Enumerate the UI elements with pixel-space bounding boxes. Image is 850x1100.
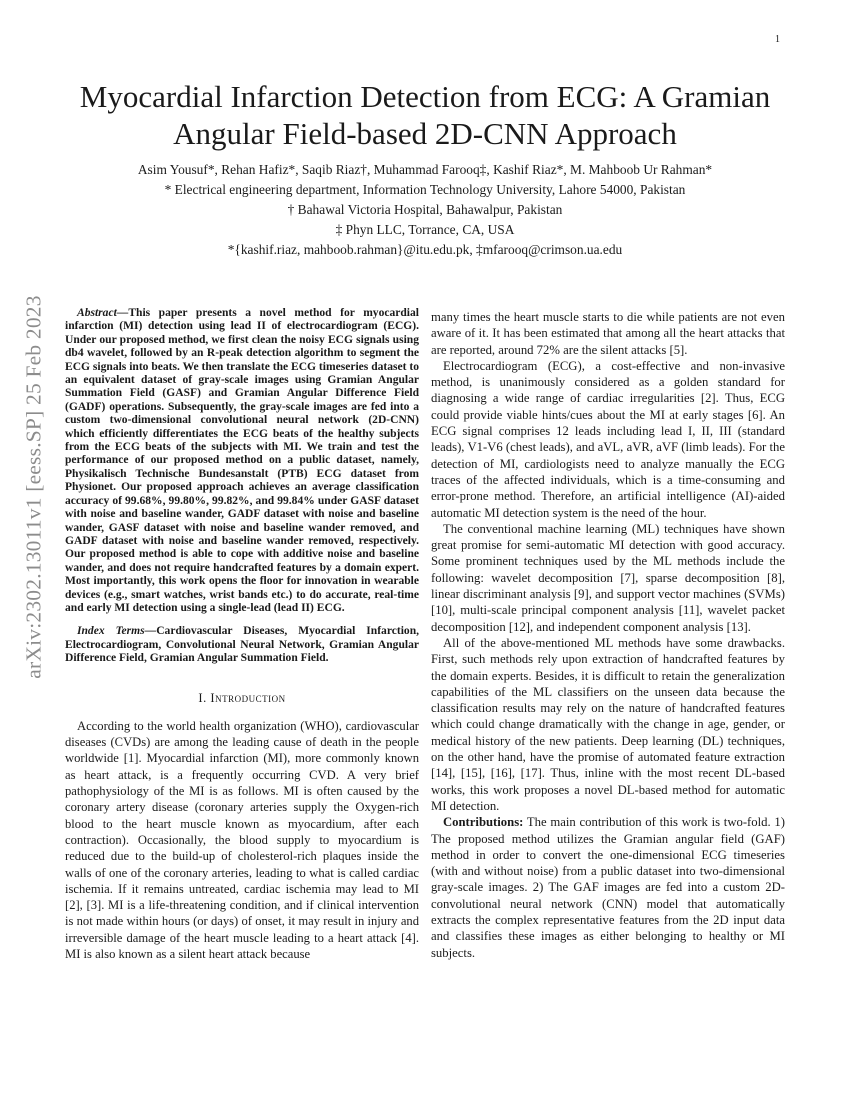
- section-heading-introduction: [65, 690, 419, 706]
- intro-paragraph: many times the heart muscle starts to die while patients are not even aware of it. It has been estimated that among all the heart attacks that are reported, around 72% are the silent attacks [5].: [431, 310, 785, 357]
- index-terms-text: Cardiovascular Diseases, Myocardial Infarction, Electrocardiogram, Convolutional Neural Network, Gramian Angular Difference Field, Gramian Angular Summation Field.: [65, 625, 419, 665]
- affiliation-itu: * Electrical engineering department, Information Technology University, Lahore 54000, Pakistan: [164, 182, 686, 197]
- intro-paragraph: Electrocardiogram (ECG), a cost-effective and non-invasive method, is unanimously considered as a golden standard for diagnosing a wide range of cardiac irregularities [2]. Thus, ECG could provide viable hints/cues about the MI at early stages [6]. An ECG signal comprises 12 leads including lead I, II, III (standard leads), V1-V6 (chest leads), and aVL, aVR, aVF (limb leads). For the detection of MI, cardiologists need to analyze manually the ECG traces of the affected individuals, which is a time-consuming and error-prone method. Therefore, an artificial intelligence (AI)-aided automatic MI detection system is the need of the hour.: [431, 358, 785, 520]
- affiliation-phyn: ‡ Phyn LLC, Torrance, CA, USA: [335, 222, 515, 237]
- arxiv-stamp: [14, 292, 54, 682]
- section-title: Introduction: [210, 690, 286, 705]
- author-names: Asim Yousuf*, Rehan Hafiz*, Saqib Riaz†, Muhammad Farooq‡, Kashif Riaz*, M. Mahboob Ur Rahman*: [137, 162, 713, 177]
- abstract-text: This paper presents a novel method for myocardial infarction (MI) detection using lead II of electrocardiogram (ECG). Under our proposed method, we first clean the noisy ECG signals using db4 wavelet, followed by an R-peak detection algorithm to segment the ECG signals into beats. We then translate the ECG timeseries dataset to an equivalent dataset of gray-scale images using Gramian Angular Summation Field (GASF) and Gramian Angular Difference Field (GADF) operations. Subsequently, the gray-scale images are fed into a custom two-dimensional convolutional neural network (2D-CNN) which efficiently differentiates the ECG beats of the healthy subjects from the ECG beats of the subjects with MI. We train and test the performance of our proposed method on a public dataset, namely, Physikalisch Technische Bundesanstalt (PTB) ECG dataset from Physionet. Our proposed approach achieves an average classification accuracy of 99.68%, 99.80%, 99.82%, and 99.84% under GASF dataset with noise and baseline wander, GADF dataset with noise and baseline wander, GASF dataset with noise and baseline wander removed, and GADF dataset with noise and baseline wander removed, respectively. Our proposed method is able to cope with additive noise and baseline wander, and does not require handcrafted features by a domain expert. Most importantly, this work opens the floor for innovation in wearable devices (e.g., smart watches, wrist bands etc.) to do accurate, real-time and early MI detection using a single-lead (lead II) ECG.: [65, 307, 419, 614]
- intro-paragraph: According to the world health organization (WHO), cardiovascular diseases (CVDs) are among the leading cause of death in the people worldwide [1]. Myocardial infarction (MI), more commonly known as heart attack, is a frequently occurring CVD. A very brief pathophysiology of the MI is as follows. MI is often caused by the coronary artery disease (coronary arteries supply the Oxygen-rich blood to the heart muscle known as myocardium, after each contraction). Occasionally, the blood supply to myocardium is reduced due to the build-up of cholesterol-rich plaques inside the walls of one of the coronary arteries, leading to what is called cardiac ischemia. If it remains untreated, cardiac ischemia may lead to MI [2], [3]. MI is a life-threatening condition, and if clinical intervention is not made within hours (or days) of onset, it may result in injury and irreversible damage of the heart muscle leading to a heart attack [4]. MI is also known as a silent heart attack because: [65, 718, 419, 962]
- contributions-label: Contributions:: [443, 815, 524, 830]
- intro-paragraph: The conventional machine learning (ML) techniques have shown great promise for semi-automatic MI detection with good accuracy. Some prominent techniques used by the ML methods include the following: wavelet decomposition [7], sparse decomposition [8], linear discriminant analysis [9], and support vector machines (SVMs) [10], multi-scale principal component analysis [11], wavelet packet decomposition [12], and independent component analysis [13].: [431, 521, 785, 634]
- abstract-label: Abstract—: [77, 307, 129, 319]
- left-column: [65, 307, 419, 962]
- contributions-text: The main contribution of this work is two-fold. 1) The proposed method utilizes the Gramian angular field (GAF) method in order to convert the one-dimensional ECG timeseries (with and without noise) from a public dataset into two-dimensional gray-scale images. 2) The GAF images are fed into a custom 2D-convolutional neural network (CNN) model that automatically extracts the complex representative features from the 2D input data and classifies these images as either belonging to healthy or MI subjects.: [431, 815, 785, 960]
- paper-title: Myocardial Infarction Detection from ECG: A Gramian Angular Field-based 2D-CNN Approach: [79, 79, 771, 151]
- author-block: [60, 160, 790, 260]
- index-terms-label: Index Terms—: [77, 625, 157, 638]
- author-emails: *{kashif.riaz, mahboob.rahman}@itu.edu.pk, ‡mfarooq@crimson.ua.edu: [227, 242, 623, 257]
- index-terms: [65, 625, 419, 665]
- section-number: I.: [198, 690, 211, 705]
- right-column: [431, 309, 785, 961]
- abstract: [65, 307, 419, 615]
- page-number: 1: [775, 34, 780, 45]
- arxiv-stamp-text: arXiv:2302.13011v1 [eess.SP] 25 Feb 2023: [21, 295, 46, 679]
- affiliation-hospital: † Bahawal Victoria Hospital, Bahawalpur, Pakistan: [287, 202, 563, 217]
- intro-paragraph: All of the above-mentioned ML methods have some drawbacks. First, such methods rely upon extraction of handcrafted features by the domain experts. Besides, it is difficult to retain the generalization capabilities of the ML classifiers on the unseen data because the classification results may rely on the nature of handcrafted features which could change dramatically with the change in age, gender, or medical history of the new patients. Deep learning (DL) techniques, on the other hand, have the promise of automated feature extraction [14], [15], [16], [17]. Thus, inline with the most recent DL-based works, this work proposes a novel DL-based method for automatic MI detection.: [431, 635, 785, 813]
- contributions-paragraph: [431, 814, 785, 961]
